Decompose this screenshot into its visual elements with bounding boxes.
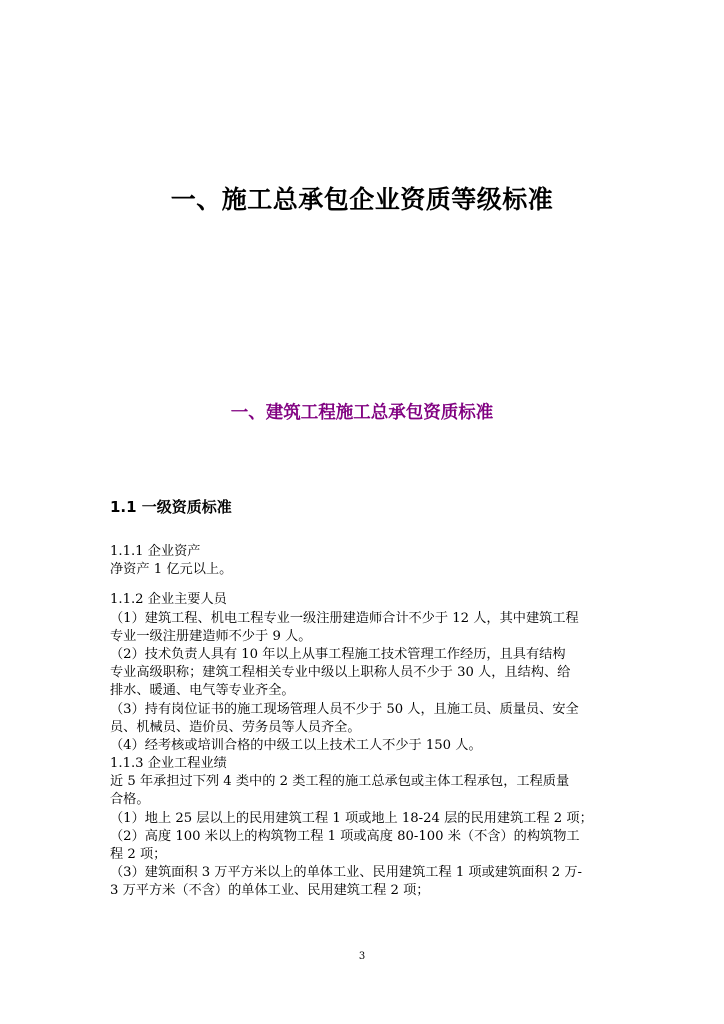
main-title: 一、施工总承包企业资质等级标准 [170,185,554,214]
text-line: （1）建筑工程、机电工程专业一级注册建造师合计不少于 12 人，其中建筑工程 [110,610,579,626]
text-line: 排水、暖通、电气等专业齐全。 [110,683,295,699]
text-line: 近 5 年承担过下列 4 类中的 2 类工程的施工总承包或主体工程承包，工程质量 [110,774,570,790]
paragraph-gap [110,579,620,591]
text-line: （2）技术负责人具有 10 年以上从事工程施工技术管理工作经历，且具有结构 [110,646,566,662]
page-number: 3 [358,951,366,962]
body-text [110,543,620,901]
text-line: 合格。 [110,792,150,808]
text-line: 专业一级注册建造师不少于 9 人。 [110,628,312,644]
text-line: 1.1.1 企业资产 [110,544,201,559]
text-line: 专业高级职称；建筑工程相关专业中级以上职称人员不少于 30 人，且结构、给 [110,665,571,681]
text-line: （4）经考核或培训合格的中级工以上技术工人不少于 150 人。 [110,737,482,753]
text-line: 程 2 项； [110,847,167,862]
text-line: （1）地上 25 层以上的民用建筑工程 1 项或地上 18-24 层的民用建筑工程 2 项； [110,810,593,826]
text-line: 员、机械员、造价员、劳务员等人员齐全。 [110,719,361,735]
sub-title: 1.1 一级资质标准 [110,498,232,516]
text-line: 1.1.3 企业工程业绩 [110,756,227,772]
text-line: （3）建筑面积 3 万平方米以上的单体工业、民用建筑工程 1 项或建筑面积 2 万- [110,865,582,881]
text-line: 3 万平方米（不含）的单体工业、民用建筑工程 2 项； [110,883,430,899]
text-line: 净资产 1 亿元以上。 [110,562,233,578]
section-title: 一、建筑工程施工总承包资质标准 [230,403,494,423]
text-line: （3）持有岗位证书的施工现场管理人员不少于 50 人，且施工员、质量员、安全 [110,701,579,717]
text-line: （2）高度 100 米以上的构筑物工程 1 项或高度 80-100 米（不含）的构筑物工 [110,828,580,844]
text-line: 1.1.2 企业主要人员 [110,592,227,608]
